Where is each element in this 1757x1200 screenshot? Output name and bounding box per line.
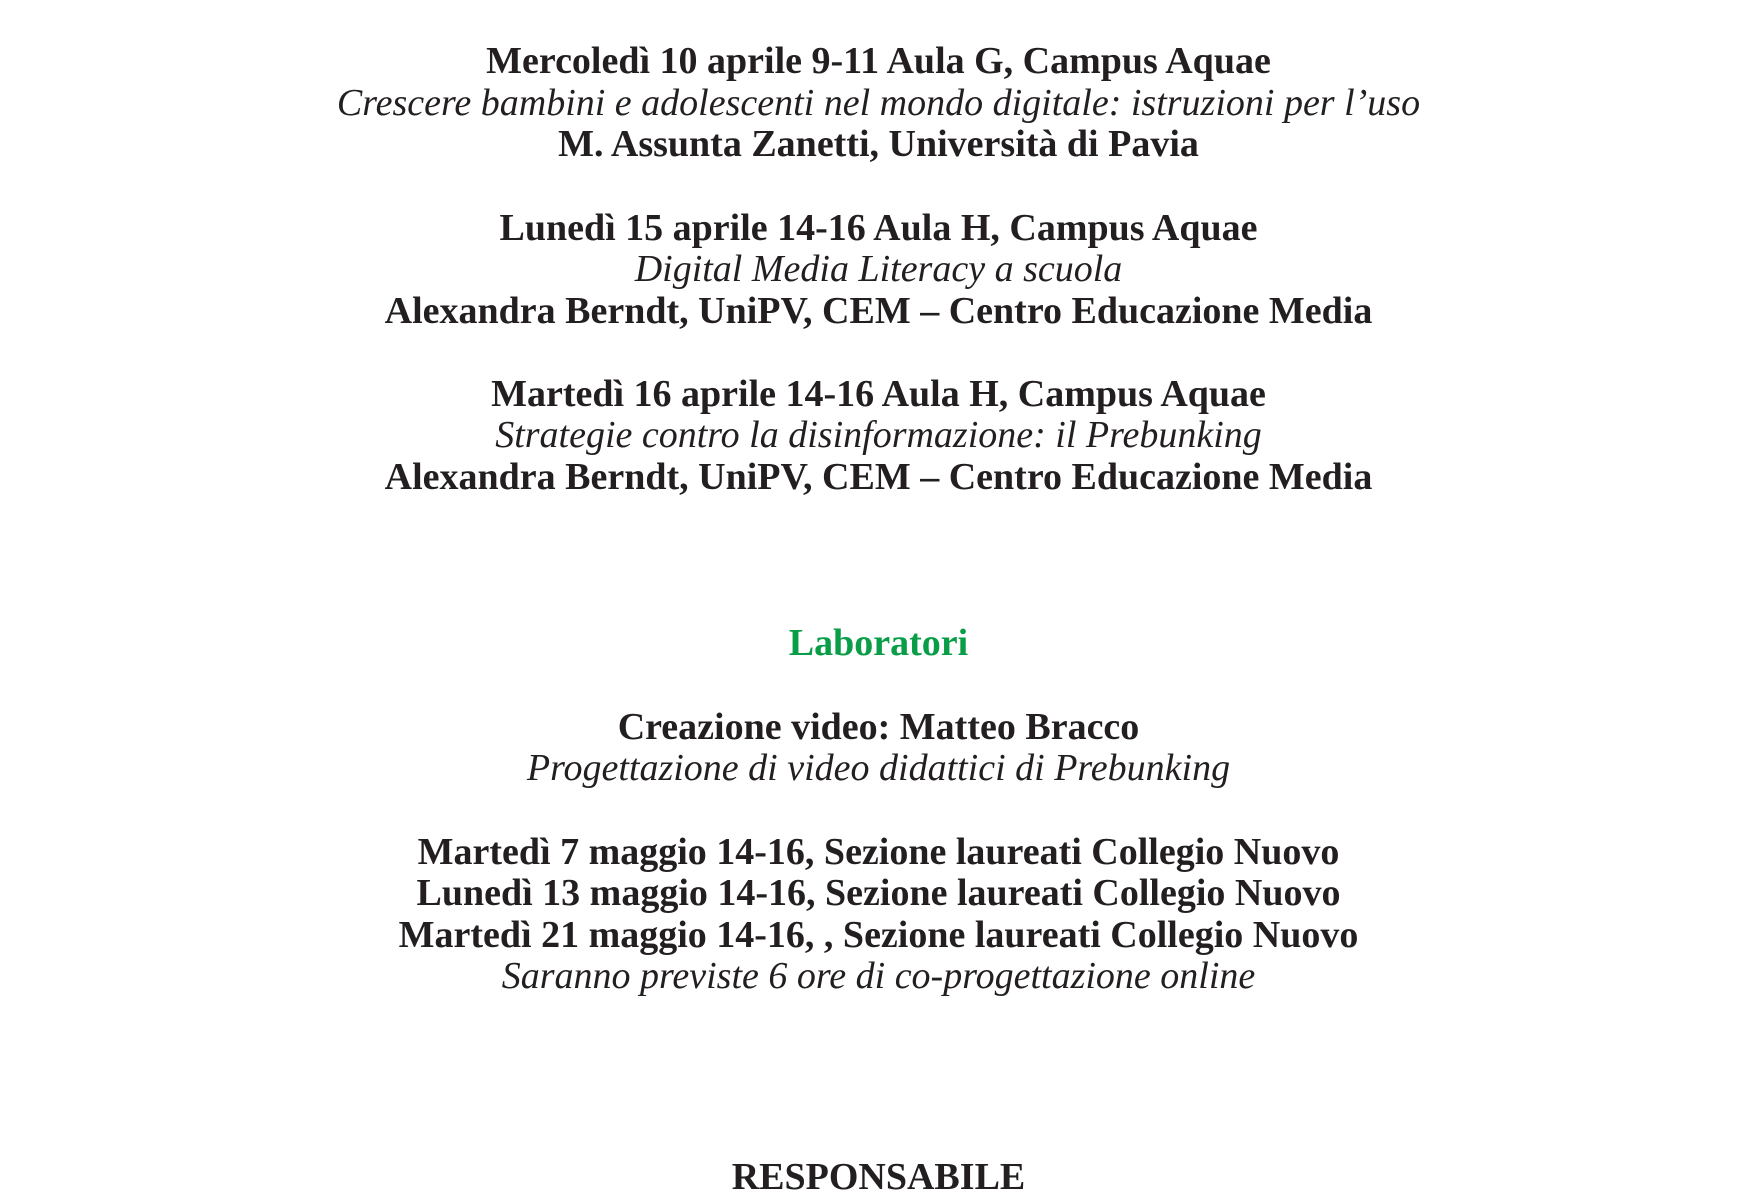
lecture-1-when: Mercoledì 10 aprile 9-11 Aula G, Campus Aquae [486,40,1271,82]
lecture-3-speaker: Alexandra Berndt, UniPV, CEM – Centro Educazione Media [384,456,1373,498]
footer-clip [0,1146,1757,1198]
lecture-1-title: Crescere bambini e adolescenti nel mondo digitale: istruzioni per l’uso [336,82,1421,124]
lab-session-3: Martedì 21 maggio 14-16, , Sezione laureati Collegio Nuovo [398,914,1359,956]
lab-session-1: Martedì 7 maggio 14-16, Sezione laureati Collegio Nuovo [417,831,1340,873]
responsabile-heading: RESPONSABILE [731,1156,1026,1198]
workshop-subtitle: Progettazione di video didattici di Prebunking [526,747,1231,789]
lecture-3-when: Martedì 16 aprile 14-16 Aula H, Campus Aquae [491,373,1266,415]
lecture-3-title: Strategie contro la disinformazione: il Prebunking [495,414,1262,456]
lecture-1-speaker: M. Assunta Zanetti, Università di Pavia [558,123,1199,165]
lecture-2-when: Lunedì 15 aprile 14-16 Aula H, Campus Aquae [499,207,1258,249]
workshop-title: Creazione video: Matteo Bracco [617,706,1140,748]
lecture-2-speaker: Alexandra Berndt, UniPV, CEM – Centro Educazione Media [384,290,1373,332]
lab-note: Saranno previste 6 ore di co-progettazione online [501,955,1256,997]
labs-heading: Laboratori [788,622,969,664]
lecture-2-title: Digital Media Literacy a scuola [634,248,1123,290]
lab-session-2: Lunedì 13 maggio 14-16, Sezione laureati Collegio Nuovo [416,872,1341,914]
